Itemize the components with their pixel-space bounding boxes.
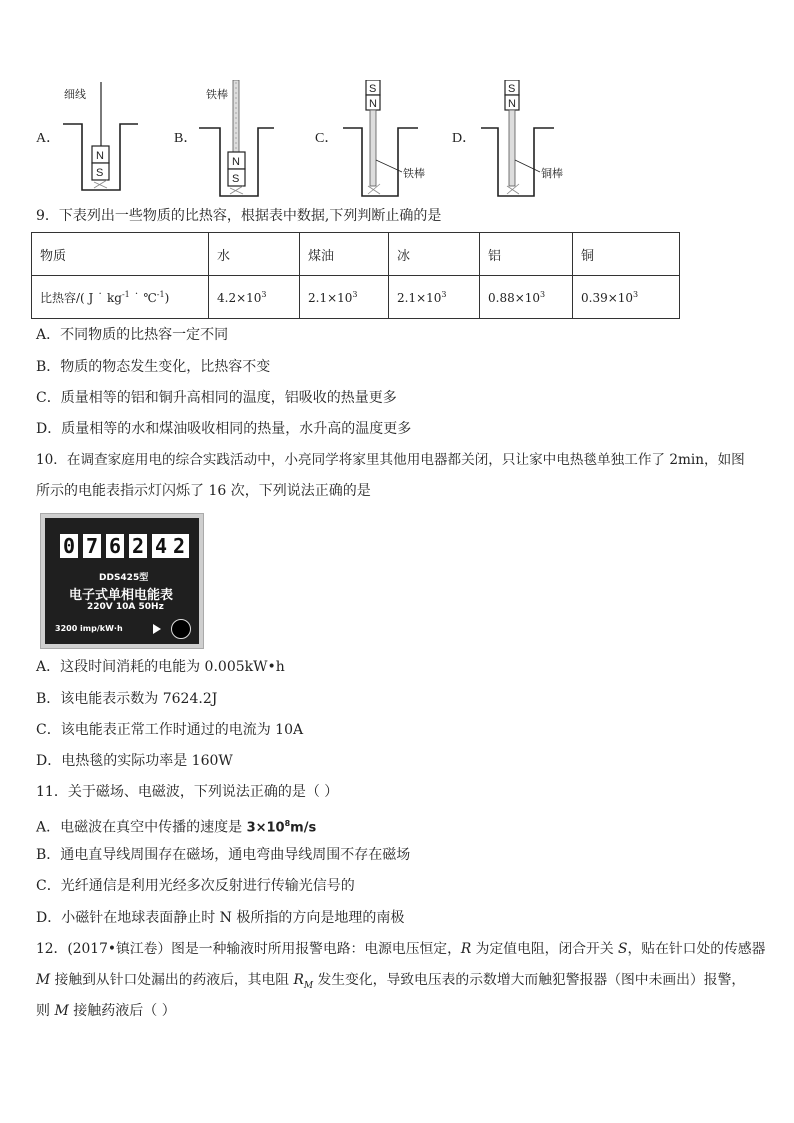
q11-choice-b: B．通电直导线周围存在磁场，通电弯曲导线周围不存在磁场 [36, 847, 411, 863]
meter-panel [45, 518, 199, 644]
q9-choice-d: D．质量相等的水和煤油吸收相同的热量，水升高的温度更多 [36, 421, 412, 437]
table-header-cell: 水 [209, 233, 300, 276]
indicator-lamp-icon [171, 619, 191, 639]
q12-line3: 则 M 接触药液后（ ） [36, 1003, 176, 1019]
magnet-b-top: N [232, 156, 240, 168]
magnet-a-top: N [96, 150, 104, 162]
magnet-d-bottom: N [508, 98, 516, 110]
q9-choice-c: C．质量相等的铝和铜升高相同的温度，铝吸收的热量更多 [36, 390, 397, 406]
q11-choice-d: D．小磁针在地球表面静止时 N 极所指的方向是地理的南极 [36, 910, 405, 926]
meter-model: DDS425型 [99, 573, 149, 583]
meter-digit: 4 [152, 534, 170, 558]
figure-a [60, 80, 140, 198]
table-header-cell: 铜 [573, 233, 680, 276]
q10-choice-b: B．该电能表示数为 7624.2J [36, 691, 218, 707]
q9-choice-a: A．不同物质的比热容一定不同 [36, 327, 229, 343]
table-row [32, 276, 680, 319]
q10-choice-a: A．这段时间消耗的电能为 0.005kW•h [36, 659, 285, 675]
play-arrow-icon [153, 624, 161, 634]
q11-stem: 11．关于磁场、电磁波，下列说法正确的是（ ） [36, 784, 339, 800]
label-b: 铁棒 [206, 89, 228, 101]
specific-heat-table [31, 232, 680, 319]
table-row [32, 233, 680, 276]
table-header-cell: 冰 [389, 233, 480, 276]
option-c-letter: C． [315, 131, 339, 146]
label-d: 铜棒 [541, 168, 563, 180]
q10-stem-line1: 10．在调查家庭用电的综合实践活动中，小亮同学将家里其他用电器都关闭，只让家中电热毯单独工作了 2min，如图 [36, 452, 745, 468]
magnet-c-bottom: N [369, 98, 377, 110]
q12-line2: M 接触到从针口处漏出的药液后，其电阻 $R_M$ 发生变化，导致电压表的示数增大而触犯警报器（图中未画出）报警， [36, 972, 746, 991]
meter-digit: 7 [83, 534, 101, 558]
table-cell: $0.39\times 10^3$ [573, 276, 680, 319]
q11-choice-c: C．光纤通信是利用光经多次反射进行传输光信号的 [36, 878, 355, 894]
table-cell: $4.2\times 10^3$ [209, 276, 300, 319]
q10-choice-c: C．该电能表正常工作时通过的电流为 10A [36, 722, 304, 738]
q11-choice-a: A．电磁波在真空中传播的速度是 $3\times 10^8m/s$ [36, 819, 317, 836]
q9-choice-b: B．物质的物态发生变化，比热容不变 [36, 359, 271, 375]
label-c: 铁棒 [403, 168, 425, 180]
option-d-letter: D． [452, 131, 477, 146]
option-b-letter: B． [174, 131, 198, 146]
meter-digit: 2 [129, 534, 147, 558]
figure-d [478, 80, 574, 198]
meter-name: 电子式单相电能表 [69, 588, 174, 603]
table-cell: $2.1\times 10^3$ [389, 276, 480, 319]
magnet-a-bottom: S [96, 167, 104, 179]
meter-spec: 220V 10A 50Hz [87, 602, 164, 612]
meter-digit: 6 [106, 534, 124, 558]
label-a: 细线 [64, 89, 86, 101]
q9-stem: 9．下表列出一些物质的比热容，根据表中数据,下列判断止确的是 [36, 208, 442, 224]
q10-stem-line2: 所示的电能表指示灯闪烁了 16 次，下列说法正确的是 [36, 483, 371, 499]
meter-digit-decimal: 2 [169, 534, 189, 558]
meter-imp: 3200 imp/kW·h [55, 624, 123, 633]
electric-meter-image [40, 513, 204, 649]
table-cell: $2.1\times 10^3$ [300, 276, 389, 319]
magnet-c-top: S [369, 83, 377, 95]
figure-c [340, 80, 436, 198]
figure-b [196, 80, 276, 198]
q10-choice-d: D．电热毯的实际功率是 160W [36, 753, 233, 769]
table-header-cell: 煤油 [300, 233, 389, 276]
option-a-letter: A． [36, 131, 61, 146]
q12-line1: 12．(2017•镇江卷）图是一种输液时所用报警电路：电源电压恒定，R 为定值电阻，闭合开关 S，贴在针口处的传感器 [36, 941, 766, 957]
table-header-cell: 物质 [32, 233, 209, 276]
meter-digit: 0 [60, 534, 78, 558]
table-header-cell: 铝 [480, 233, 573, 276]
table-cell: $0.88\times 10^3$ [480, 276, 573, 319]
magnet-b-bottom: S [232, 173, 240, 185]
row-label-cell: 比热容/( J ˙ $kg^{-1}$ ˙ ℃$^{-1}$) [32, 276, 209, 319]
magnet-d-top: S [508, 83, 516, 95]
